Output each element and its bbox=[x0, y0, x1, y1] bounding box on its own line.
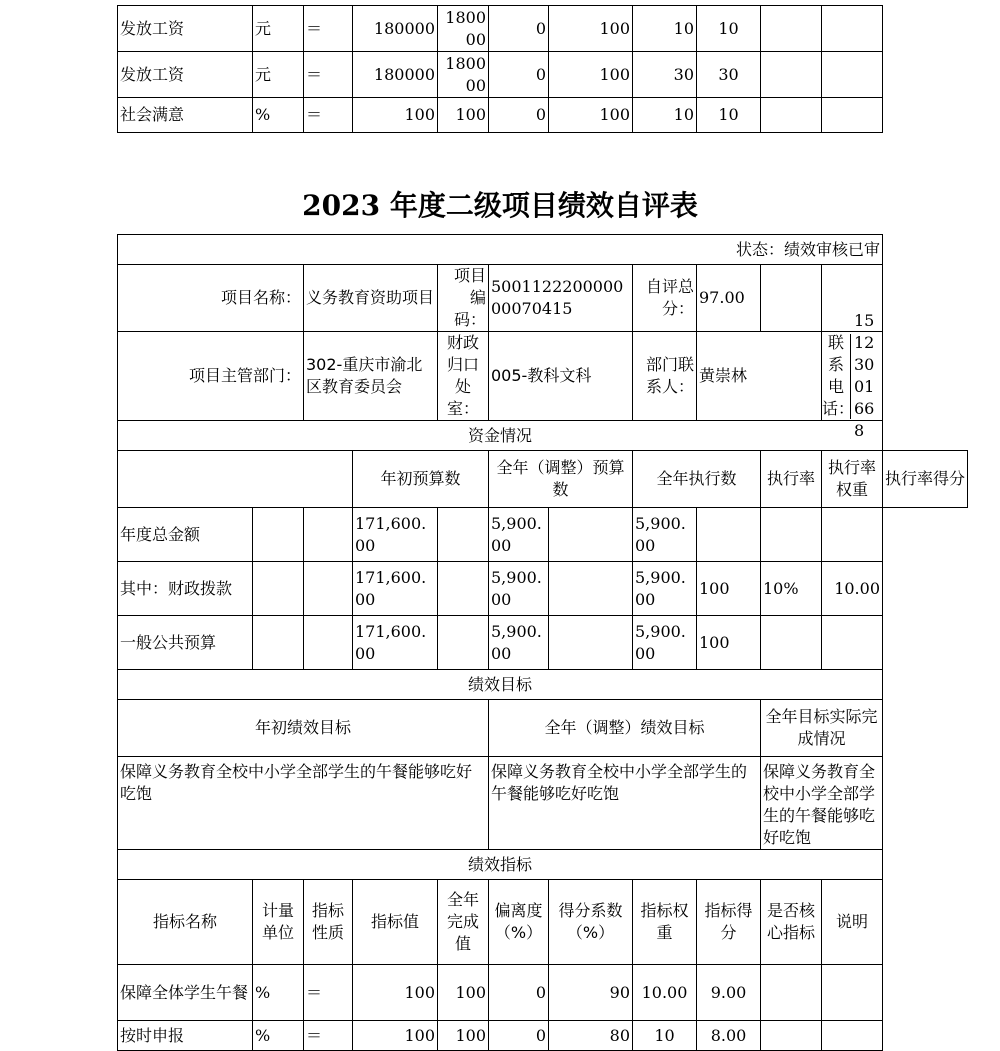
execution-rate-header: 执行率 bbox=[761, 451, 822, 508]
indicator-coef: 100 bbox=[549, 98, 633, 133]
finance-office-label: 财政归口处室： bbox=[438, 332, 489, 421]
project-code-value: 500112220000000070415 bbox=[489, 265, 633, 332]
fund-executed: 5,900.00 bbox=[633, 562, 697, 616]
fund-executed: 5,900.00 bbox=[633, 508, 697, 562]
contact-label: 部门联系人： bbox=[633, 332, 697, 421]
indicator-coef: 80 bbox=[549, 1021, 633, 1051]
indicator-unit: 元 bbox=[253, 6, 304, 52]
page-title: 2023 年度二级项目绩效自评表 bbox=[302, 189, 698, 222]
indicator-name: 保障全体学生午餐 bbox=[118, 965, 253, 1021]
indicator-score: 30 bbox=[697, 52, 761, 98]
adjusted-goal-text: 保障义务教育全校中小学全部学生的午餐能够吃好吃饱 bbox=[489, 757, 761, 850]
indicator-nature: ＝ bbox=[304, 52, 353, 98]
indicator-weight: 30 bbox=[633, 52, 697, 98]
fund-rate: 100 bbox=[697, 562, 761, 616]
indicator-unit: % bbox=[253, 1021, 304, 1051]
goals-header-row bbox=[118, 700, 968, 757]
fund-adjusted: 5,900.00 bbox=[489, 562, 549, 616]
finance-office-value: 005-教科文科 bbox=[489, 332, 633, 421]
indicator-continuation-table bbox=[117, 5, 883, 133]
table-row bbox=[118, 6, 883, 52]
initial-goal-header: 年初绩效目标 bbox=[118, 700, 489, 757]
indicator-note bbox=[822, 965, 883, 1021]
indicator-note bbox=[822, 52, 883, 98]
fund-rate: 100 bbox=[697, 616, 761, 670]
score-header: 指标得分 bbox=[697, 880, 761, 965]
fund-executed: 5,900.00 bbox=[633, 616, 697, 670]
indicator-unit: % bbox=[253, 98, 304, 133]
project-code-label: 项目编码： bbox=[438, 265, 489, 332]
dept-label: 项目主管部门： bbox=[118, 332, 304, 421]
indicator-score: 8.00 bbox=[697, 1021, 761, 1051]
table-row bbox=[118, 1021, 968, 1051]
actual-goal-header: 全年目标实际完成情况 bbox=[761, 700, 883, 757]
indicator-name: 社会满意 bbox=[118, 98, 253, 133]
table-row bbox=[118, 965, 968, 1021]
indicator-actual: 180000 bbox=[438, 52, 489, 98]
indicator-actual: 100 bbox=[438, 1021, 489, 1051]
indicator-weight: 10 bbox=[633, 98, 697, 133]
indicator-coef: 100 bbox=[549, 6, 633, 52]
fund-weight bbox=[761, 616, 822, 670]
indicator-target: 180000 bbox=[353, 6, 438, 52]
table-row bbox=[118, 98, 883, 133]
indicators-header-row bbox=[118, 880, 968, 965]
indicator-core bbox=[761, 965, 822, 1021]
indicator-deviation: 0 bbox=[489, 52, 549, 98]
adjusted-budget-header: 全年（调整）预算数 bbox=[489, 451, 633, 508]
fund-initial: 171,600.00 bbox=[353, 508, 438, 562]
indicator-target: 100 bbox=[353, 1021, 438, 1051]
project-name-label: 项目名称： bbox=[118, 265, 304, 332]
fund-weight: 10% bbox=[761, 562, 822, 616]
indicator-core bbox=[761, 1021, 822, 1051]
goals-section-row bbox=[118, 670, 968, 700]
phone-value: 15123001668 bbox=[850, 334, 882, 419]
indicator-actual: 100 bbox=[438, 98, 489, 133]
table-row bbox=[118, 508, 968, 562]
fund-rate bbox=[697, 508, 761, 562]
dept-value: 302-重庆市渝北区教育委员会 bbox=[304, 332, 438, 421]
indicator-weight: 10.00 bbox=[633, 965, 697, 1021]
project-name-value: 义务教育资助项目 bbox=[304, 265, 438, 332]
note-header: 说明 bbox=[822, 880, 883, 965]
indicator-weight: 10 bbox=[633, 1021, 697, 1051]
fund-score bbox=[822, 508, 883, 562]
indicator-nature: ＝ bbox=[304, 98, 353, 133]
actual-goal-text: 保障义务教育全校中小学全部学生的午餐能够吃好吃饱 bbox=[761, 757, 883, 850]
contact-value: 黄崇林 bbox=[697, 332, 822, 421]
self-score-label: 自评总分： bbox=[633, 265, 697, 332]
indicator-note bbox=[822, 98, 883, 133]
fund-adjusted: 5,900.00 bbox=[489, 508, 549, 562]
indicator-core bbox=[761, 6, 822, 52]
rate-score-header: 执行率得分 bbox=[883, 451, 968, 508]
fund-row-label: 一般公共预算 bbox=[118, 616, 253, 670]
indicator-deviation: 0 bbox=[489, 1021, 549, 1051]
adjusted-goal-header: 全年（调整）绩效目标 bbox=[489, 700, 761, 757]
coef-header: 得分系数（%） bbox=[549, 880, 633, 965]
indicator-actual: 100 bbox=[438, 965, 489, 1021]
actual-header: 全年完成值 bbox=[438, 880, 489, 965]
indicator-target: 100 bbox=[353, 98, 438, 133]
indicator-target: 180000 bbox=[353, 52, 438, 98]
funds-section-title: 资金情况 bbox=[118, 421, 883, 451]
indicator-name: 按时申报 bbox=[118, 1021, 253, 1051]
indicator-nature: ＝ bbox=[304, 965, 353, 1021]
unit-header: 计量单位 bbox=[253, 880, 304, 965]
funds-header-row bbox=[118, 451, 968, 508]
target-header: 指标值 bbox=[353, 880, 438, 965]
fund-row-label: 其中：财政拨款 bbox=[118, 562, 253, 616]
indicator-deviation: 0 bbox=[489, 965, 549, 1021]
table-row bbox=[118, 562, 968, 616]
fund-score bbox=[822, 616, 883, 670]
indicator-score: 10 bbox=[697, 6, 761, 52]
indicator-deviation: 0 bbox=[489, 98, 549, 133]
indicator-nature: ＝ bbox=[304, 1021, 353, 1051]
indicator-name: 发放工资 bbox=[118, 6, 253, 52]
project-info-row bbox=[118, 332, 968, 421]
fund-row-label: 年度总金额 bbox=[118, 508, 253, 562]
indicator-nature: ＝ bbox=[304, 6, 353, 52]
funds-section-row bbox=[118, 421, 968, 451]
fund-adjusted: 5,900.00 bbox=[489, 616, 549, 670]
table-row bbox=[118, 52, 883, 98]
fund-initial: 171,600.00 bbox=[353, 616, 438, 670]
fund-score: 10.00 bbox=[822, 562, 883, 616]
status-row bbox=[118, 235, 968, 265]
indicator-note bbox=[822, 1021, 883, 1051]
indicator-score: 9.00 bbox=[697, 965, 761, 1021]
indicator-unit: 元 bbox=[253, 52, 304, 98]
initial-goal-text: 保障义务教育全校中小学全部学生的午餐能够吃好吃饱 bbox=[118, 757, 489, 850]
nature-header: 指标性质 bbox=[304, 880, 353, 965]
indicator-actual: 180000 bbox=[438, 6, 489, 52]
indicator-unit: % bbox=[253, 965, 304, 1021]
indicator-name: 发放工资 bbox=[118, 52, 253, 98]
indicator-note bbox=[822, 6, 883, 52]
indicator-coef: 100 bbox=[549, 52, 633, 98]
self-score-value: 97.00 bbox=[697, 265, 761, 332]
indicator-coef: 90 bbox=[549, 965, 633, 1021]
rate-weight-header: 执行率权重 bbox=[822, 451, 883, 508]
fund-initial: 171,600.00 bbox=[353, 562, 438, 616]
core-header: 是否核心指标 bbox=[761, 880, 822, 965]
phone-label: 联系电话： bbox=[822, 333, 855, 418]
deviation-header: 偏离度（%） bbox=[489, 880, 549, 965]
project-info-row bbox=[118, 265, 968, 332]
fund-weight bbox=[761, 508, 822, 562]
indicators-section-row bbox=[118, 850, 968, 880]
indicator-target: 100 bbox=[353, 965, 438, 1021]
weight-header: 指标权重 bbox=[633, 880, 697, 965]
initial-budget-header: 年初预算数 bbox=[353, 451, 489, 508]
status-badge: 状态：绩效审核已审 bbox=[118, 235, 883, 265]
table-row bbox=[118, 616, 968, 670]
indicator-score: 10 bbox=[697, 98, 761, 133]
goals-content-row bbox=[118, 757, 968, 850]
indicator-core bbox=[761, 52, 822, 98]
indicators-section-title: 绩效指标 bbox=[118, 850, 883, 880]
indicator-core bbox=[761, 98, 822, 133]
evaluation-table bbox=[117, 234, 968, 1051]
executed-header: 全年执行数 bbox=[633, 451, 761, 508]
indicator-weight: 10 bbox=[633, 6, 697, 52]
indicator-name-header: 指标名称 bbox=[118, 880, 253, 965]
phone-cell bbox=[822, 311, 883, 440]
indicator-deviation: 0 bbox=[489, 6, 549, 52]
goals-section-title: 绩效目标 bbox=[118, 670, 883, 700]
